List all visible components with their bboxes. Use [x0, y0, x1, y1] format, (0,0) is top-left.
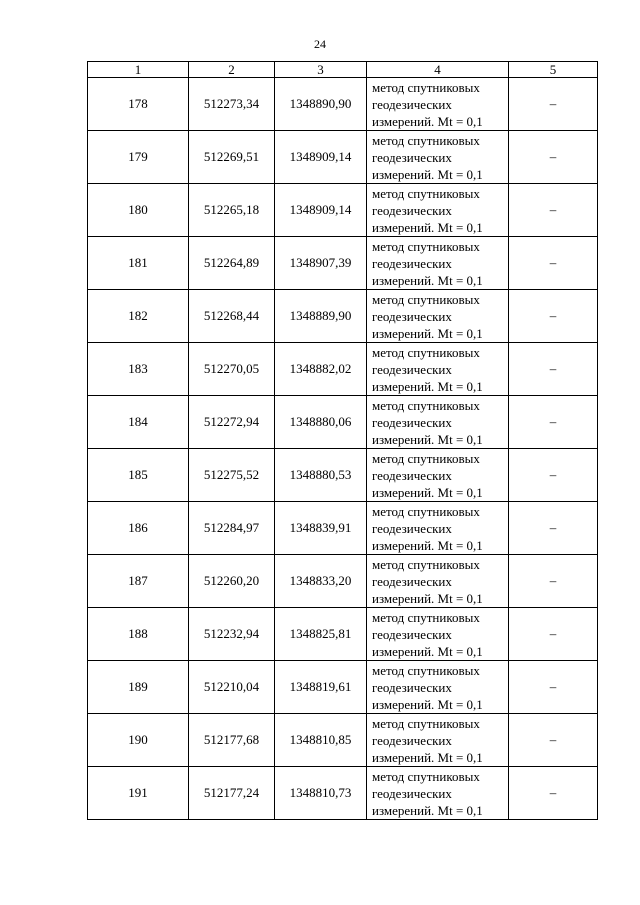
method-cell — [367, 184, 509, 237]
method-line: измерений. Mt = 0,1 — [372, 643, 483, 659]
table-row — [88, 767, 598, 820]
y-coordinate-cell: 1348909,14 — [275, 131, 367, 184]
table-row — [88, 184, 598, 237]
table-row — [88, 237, 598, 290]
table-row — [88, 131, 598, 184]
point-number-cell: 181 — [88, 237, 189, 290]
method-line: геодезических — [372, 308, 452, 324]
point-number-cell: 189 — [88, 661, 189, 714]
y-coordinate-cell: 1348890,90 — [275, 78, 367, 131]
method-line: измерений. Mt = 0,1 — [372, 378, 483, 394]
method-cell — [367, 502, 509, 555]
point-number-cell: 191 — [88, 767, 189, 820]
method-line: метод спутниковых — [372, 556, 480, 572]
point-number-cell: 182 — [88, 290, 189, 343]
method-line: геодезических — [372, 520, 452, 536]
point-number-cell: 184 — [88, 396, 189, 449]
method-line: геодезических — [372, 96, 452, 112]
note-cell: – — [509, 502, 598, 555]
method-line: метод спутниковых — [372, 450, 480, 466]
table-header-row — [88, 62, 598, 78]
method-line: метод спутниковых — [372, 291, 480, 307]
method-line: измерений. Mt = 0,1 — [372, 749, 483, 765]
method-line: метод спутниковых — [372, 503, 480, 519]
page-number: 24 — [314, 37, 326, 51]
table-row — [88, 555, 598, 608]
table-row — [88, 449, 598, 502]
x-coordinate-cell: 512177,68 — [189, 714, 275, 767]
x-coordinate-cell: 512177,24 — [189, 767, 275, 820]
method-line: измерений. Mt = 0,1 — [372, 537, 483, 553]
column-header-5: 5 — [509, 62, 598, 78]
y-coordinate-cell: 1348819,61 — [275, 661, 367, 714]
x-coordinate-cell: 512284,97 — [189, 502, 275, 555]
method-line: геодезических — [372, 467, 452, 483]
note-cell: – — [509, 131, 598, 184]
y-coordinate-cell: 1348880,53 — [275, 449, 367, 502]
point-number-cell: 179 — [88, 131, 189, 184]
point-number-cell: 190 — [88, 714, 189, 767]
note-cell: – — [509, 184, 598, 237]
y-coordinate-cell: 1348909,14 — [275, 184, 367, 237]
note-cell: – — [509, 343, 598, 396]
y-coordinate-cell: 1348810,85 — [275, 714, 367, 767]
column-header-4: 4 — [367, 62, 509, 78]
x-coordinate-cell: 512268,44 — [189, 290, 275, 343]
note-cell: – — [509, 767, 598, 820]
method-line: геодезических — [372, 679, 452, 695]
method-line: геодезических — [372, 149, 452, 165]
method-cell — [367, 714, 509, 767]
method-line: геодезических — [372, 255, 452, 271]
y-coordinate-cell: 1348889,90 — [275, 290, 367, 343]
y-coordinate-cell: 1348810,73 — [275, 767, 367, 820]
point-number-cell: 186 — [88, 502, 189, 555]
table-row — [88, 714, 598, 767]
note-cell: – — [509, 555, 598, 608]
method-cell — [367, 396, 509, 449]
method-line: метод спутниковых — [372, 662, 480, 678]
note-cell: – — [509, 449, 598, 502]
method-line: метод спутниковых — [372, 132, 480, 148]
method-line: геодезических — [372, 732, 452, 748]
x-coordinate-cell: 512210,04 — [189, 661, 275, 714]
y-coordinate-cell: 1348839,91 — [275, 502, 367, 555]
method-cell — [367, 555, 509, 608]
note-cell: – — [509, 714, 598, 767]
method-line: метод спутниковых — [372, 79, 480, 95]
method-line: измерений. Mt = 0,1 — [372, 272, 483, 288]
method-cell — [367, 449, 509, 502]
method-cell — [367, 131, 509, 184]
x-coordinate-cell: 512272,94 — [189, 396, 275, 449]
table-row — [88, 396, 598, 449]
method-line: геодезических — [372, 414, 452, 430]
note-cell: – — [509, 608, 598, 661]
table-row — [88, 502, 598, 555]
table-row — [88, 343, 598, 396]
method-line: геодезических — [372, 202, 452, 218]
method-line: измерений. Mt = 0,1 — [372, 802, 483, 818]
note-cell: – — [509, 290, 598, 343]
method-cell — [367, 343, 509, 396]
y-coordinate-cell: 1348833,20 — [275, 555, 367, 608]
method-line: метод спутниковых — [372, 238, 480, 254]
point-number-cell: 180 — [88, 184, 189, 237]
point-number-cell: 183 — [88, 343, 189, 396]
note-cell: – — [509, 78, 598, 131]
point-number-cell: 188 — [88, 608, 189, 661]
point-number-cell: 178 — [88, 78, 189, 131]
method-line: измерений. Mt = 0,1 — [372, 696, 483, 712]
method-line: метод спутниковых — [372, 768, 480, 784]
note-cell: – — [509, 237, 598, 290]
method-line: измерений. Mt = 0,1 — [372, 219, 483, 235]
method-cell — [367, 237, 509, 290]
point-number-cell: 185 — [88, 449, 189, 502]
coordinates-table — [87, 61, 598, 820]
method-line: измерений. Mt = 0,1 — [372, 590, 483, 606]
method-line: измерений. Mt = 0,1 — [372, 113, 483, 129]
method-line: метод спутниковых — [372, 609, 480, 625]
x-coordinate-cell: 512232,94 — [189, 608, 275, 661]
table-row — [88, 608, 598, 661]
table-row — [88, 78, 598, 131]
x-coordinate-cell: 512273,34 — [189, 78, 275, 131]
column-header-1: 1 — [88, 62, 189, 78]
method-cell — [367, 608, 509, 661]
x-coordinate-cell: 512269,51 — [189, 131, 275, 184]
note-cell: – — [509, 396, 598, 449]
x-coordinate-cell: 512275,52 — [189, 449, 275, 502]
method-cell — [367, 661, 509, 714]
method-line: геодезических — [372, 573, 452, 589]
y-coordinate-cell: 1348882,02 — [275, 343, 367, 396]
column-header-2: 2 — [189, 62, 275, 78]
method-line: метод спутниковых — [372, 715, 480, 731]
y-coordinate-cell: 1348825,81 — [275, 608, 367, 661]
method-line: геодезических — [372, 785, 452, 801]
method-line: геодезических — [372, 361, 452, 377]
method-line: измерений. Mt = 0,1 — [372, 166, 483, 182]
method-line: метод спутниковых — [372, 397, 480, 413]
x-coordinate-cell: 512264,89 — [189, 237, 275, 290]
point-number-cell: 187 — [88, 555, 189, 608]
y-coordinate-cell: 1348880,06 — [275, 396, 367, 449]
table-body — [88, 62, 598, 820]
method-cell — [367, 78, 509, 131]
method-line: метод спутниковых — [372, 344, 480, 360]
x-coordinate-cell: 512260,20 — [189, 555, 275, 608]
column-header-3: 3 — [275, 62, 367, 78]
method-line: геодезических — [372, 626, 452, 642]
note-cell: – — [509, 661, 598, 714]
method-line: измерений. Mt = 0,1 — [372, 431, 483, 447]
table-row — [88, 290, 598, 343]
method-line: метод спутниковых — [372, 185, 480, 201]
method-cell — [367, 290, 509, 343]
method-line: измерений. Mt = 0,1 — [372, 484, 483, 500]
method-line: измерений. Mt = 0,1 — [372, 325, 483, 341]
x-coordinate-cell: 512270,05 — [189, 343, 275, 396]
table-row — [88, 661, 598, 714]
x-coordinate-cell: 512265,18 — [189, 184, 275, 237]
method-cell — [367, 767, 509, 820]
y-coordinate-cell: 1348907,39 — [275, 237, 367, 290]
